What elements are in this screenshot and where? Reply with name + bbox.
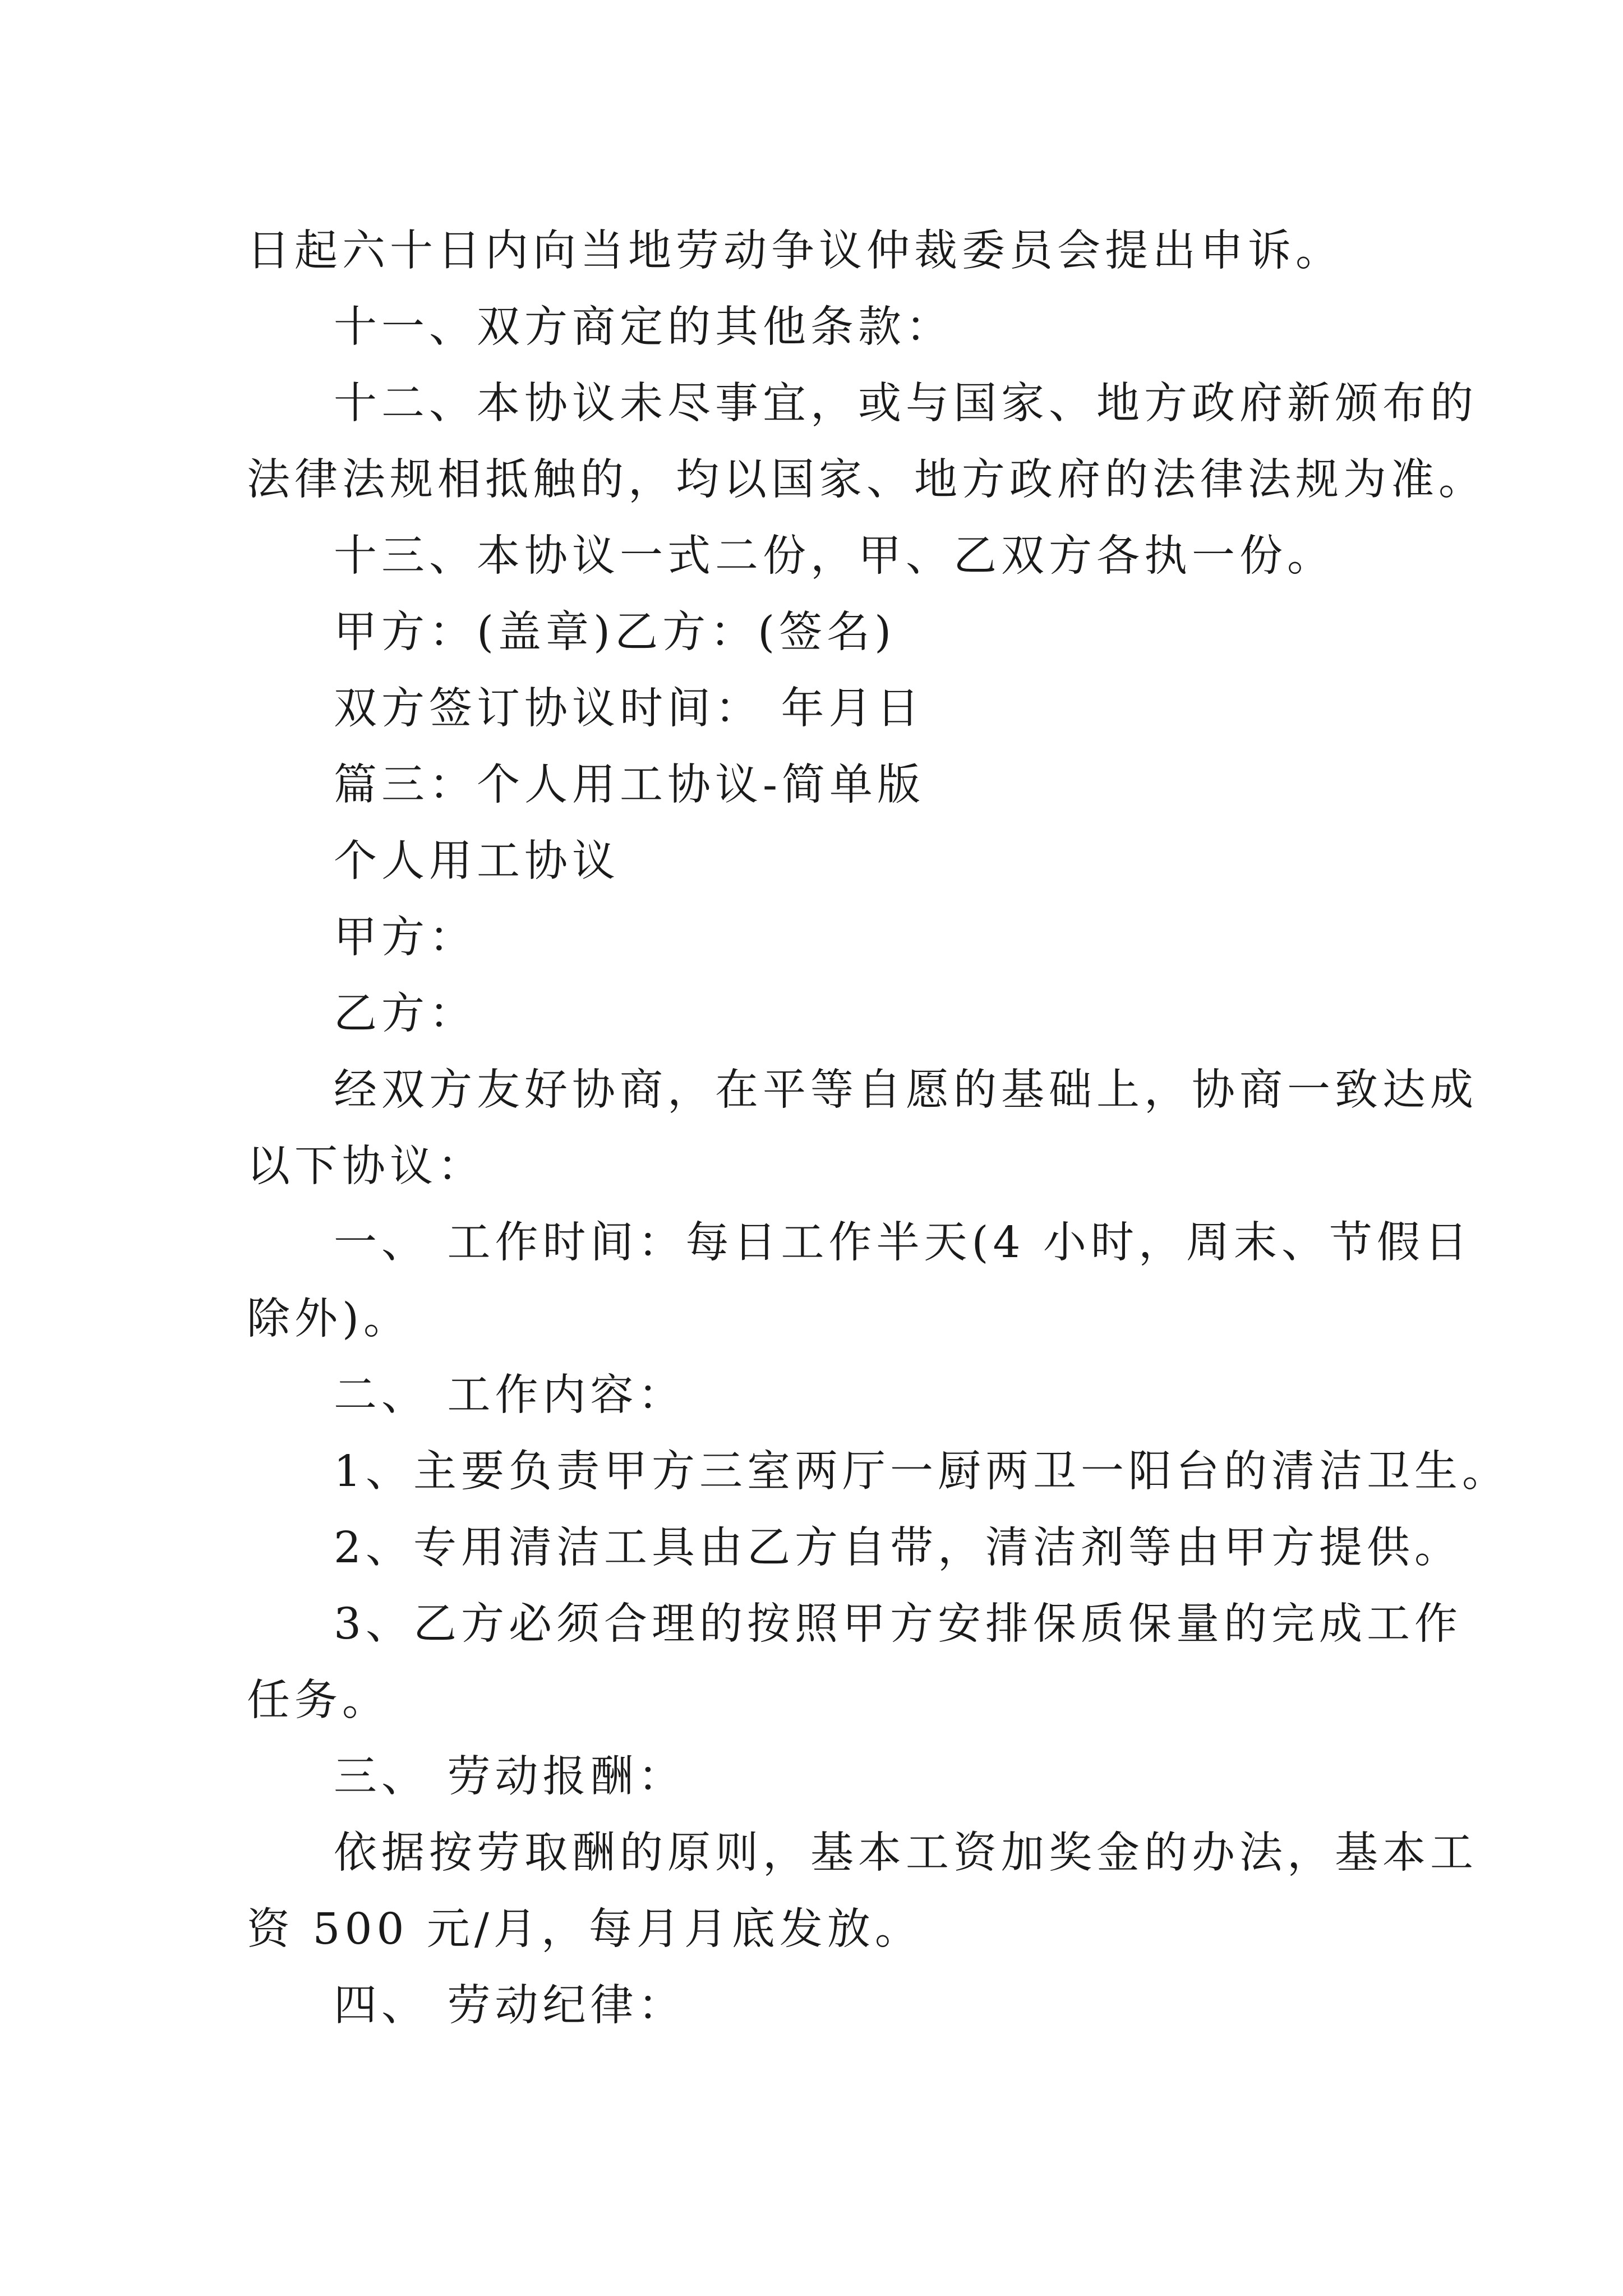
text-line: 2、专用清洁工具由乙方自带，清洁剂等由甲方提供。 bbox=[334, 1523, 1462, 1573]
text-line: 除外)。 bbox=[247, 1294, 412, 1344]
text-line: 日起六十日内向当地劳动争议仲裁委员会提出申诉。 bbox=[247, 226, 1343, 276]
text-line: 法律法规相抵触的，均以国家、地方政府的法律法规为准。 bbox=[247, 455, 1486, 505]
text-line: 一、 工作时间：每日工作半天(4 小时，周末、节假日 bbox=[334, 1218, 1472, 1268]
text-line: 经双方友好协商，在平等自愿的基础上，协商一致达成 bbox=[334, 1065, 1478, 1115]
section-heading: 篇三：个人用工协议-简单版 bbox=[334, 760, 925, 810]
text-line: 以下协议： bbox=[247, 1142, 485, 1191]
text-line: 四、 劳动纪律： bbox=[334, 1981, 686, 2031]
agreement-title: 个人用工协议 bbox=[334, 836, 620, 886]
text-line: 十三、本协议一式二份，甲、乙双方各执一份。 bbox=[334, 531, 1335, 581]
text-line: 二、 工作内容： bbox=[334, 1370, 686, 1420]
text-line: 双方签订协议时间： 年月日 bbox=[334, 684, 924, 734]
text-line: 甲方： bbox=[334, 913, 477, 963]
text-line: 十二、本协议未尽事宜，或与国家、地方政府新颁布的 bbox=[334, 379, 1478, 429]
text-line: 甲方：(盖章)乙方：(签名) bbox=[334, 608, 896, 657]
text-line: 1、主要负责甲方三室两厅一厨两卫一阳台的清洁卫生。 bbox=[334, 1447, 1510, 1497]
text-line: 3、乙方必须合理的按照甲方安排保质保量的完成工作 bbox=[334, 1599, 1462, 1649]
text-line: 资 500 元/月，每月月底发放。 bbox=[247, 1904, 923, 1954]
text-line: 乙方： bbox=[334, 989, 477, 1039]
text-line: 十一、双方商定的其他条款： bbox=[334, 302, 953, 352]
document-body bbox=[247, 213, 1510, 2044]
text-line: 任务。 bbox=[247, 1676, 390, 1726]
text-line: 依据按劳取酬的原则，基本工资加奖金的办法，基本工 bbox=[334, 1828, 1478, 1878]
text-line: 三、 劳动报酬： bbox=[334, 1752, 686, 1802]
